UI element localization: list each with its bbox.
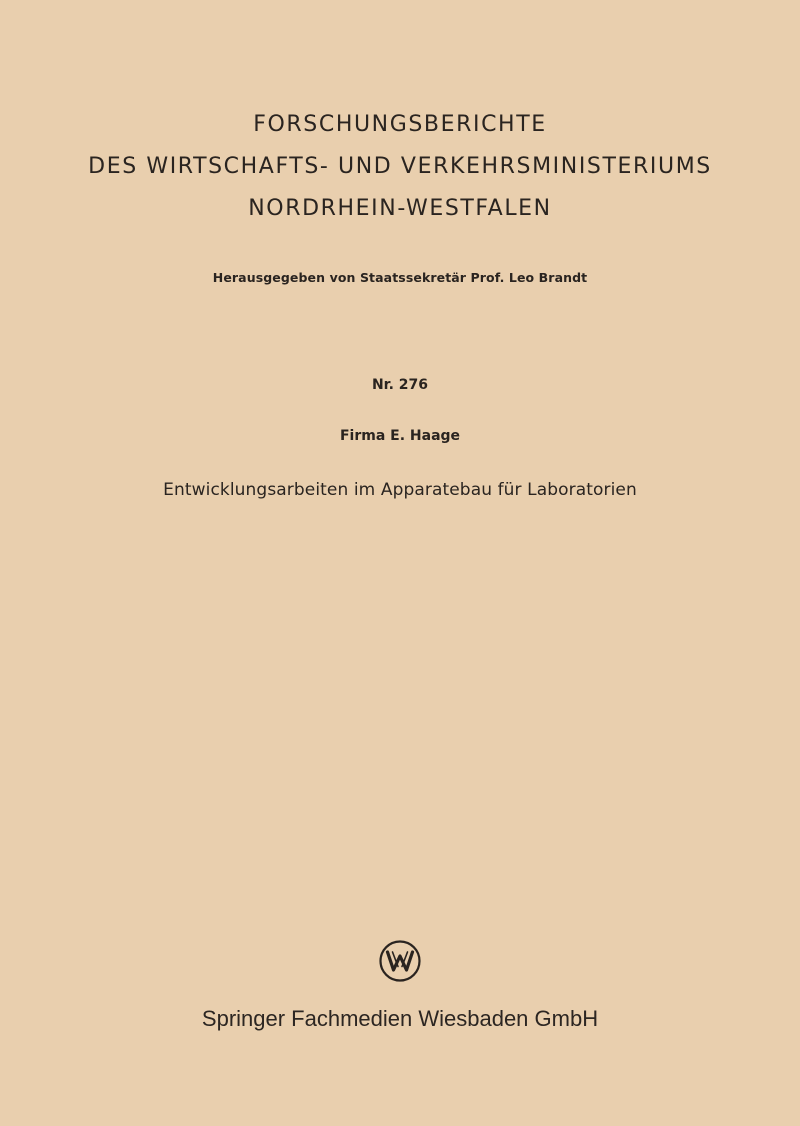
author: Firma E. Haage xyxy=(339,428,461,444)
volume-number: Nr. 276 xyxy=(371,377,429,393)
series-title-line-3: NORDRHEIN-WESTFALEN xyxy=(248,196,552,221)
book-title: Entwicklungsarbeiten im Apparatebau für Laboratorien xyxy=(163,480,637,500)
publisher-name: Springer Fachmedien Wiesbaden GmbH xyxy=(201,1006,599,1031)
springer-vw-logo-icon xyxy=(378,939,422,983)
series-title-line-2: DES WIRTSCHAFTS- UND VERKEHRSMINISTERIUMS xyxy=(88,154,712,179)
editor-credit: Herausgegeben von Staatssekretär Prof. Leo Brandt xyxy=(212,270,588,285)
series-title-line-1: FORSCHUNGSBERICHTE xyxy=(253,112,547,137)
